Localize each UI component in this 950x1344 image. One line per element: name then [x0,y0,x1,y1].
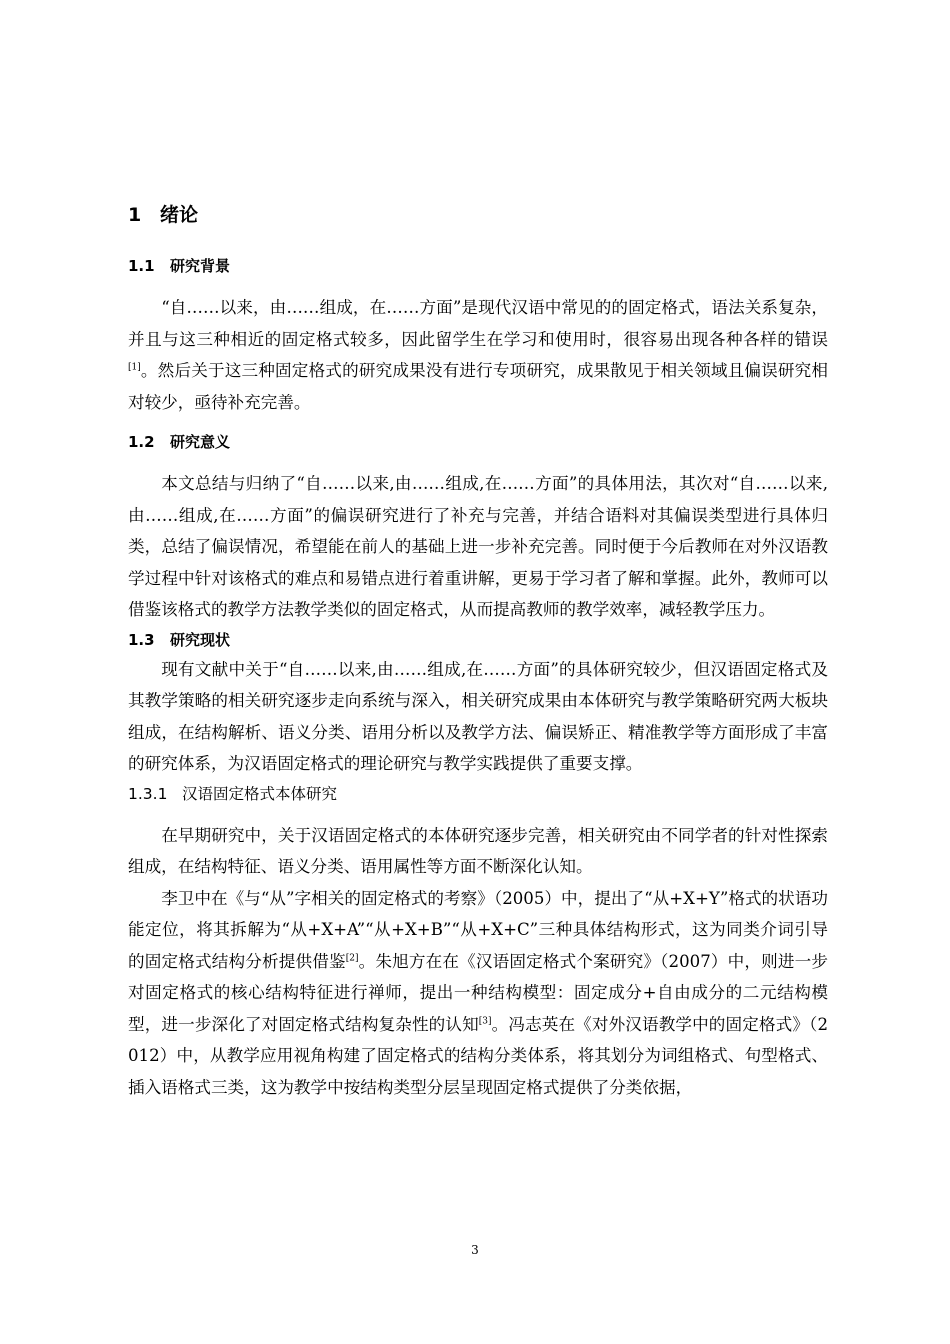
section-number: 1.2 [128,433,155,451]
section-title: 研究意义 [170,433,231,451]
citation-ref-3: [3] [478,1015,492,1026]
paragraph-text: 。朱旭方在在《汉语固定格式个案研究》（2007）中，则进一步对固定格式的核心结构特征进行禅师，提出一种结构模型：固定成分+自由成分的二元结构模型，进一步深化了对固定格式结构复杂性的认知 [128,951,828,1034]
page-number: 3 [471,1243,479,1257]
section-title: 研究背景 [170,257,231,275]
paragraph-literature-review [128,883,828,1104]
document-body [128,200,828,1103]
section-heading-1-1 [128,254,828,278]
section-number: 1.1 [128,257,155,275]
paragraph-research-significance: 本文总结与归纳了“自……以来,由……组成,在……方面”的具体用法，其次对“自……以来,由……组成,在……方面”的偏误研究进行了补充与完善，并结合语料对其偏误类型进行具体归类，总结了偏误情况，希望能在前人的基础上进一步补充完善。同时便于今后教师在对外汉语教学过程中针对该格式的难点和易错点进行着重讲解，更易于学习者了解和掌握。此外，教师可以借鉴该格式的教学方法教学类似的固定格式，从而提高教师的教学效率，减轻教学压力。 [128,474,828,619]
citation-ref-1: [1] [128,362,141,373]
paragraph-text: 。然后关于这三种固定格式的研究成果没有进行专项研究，成果散见于相关领域且偏误研究相对较少，亟待补充完善。 [128,361,828,412]
subsection-number: 1.3.1 [128,784,168,803]
chapter-heading [128,200,828,230]
chapter-number: 1 [128,204,142,226]
section-heading-1-3 [128,628,828,652]
subsection-title: 汉语固定格式本体研究 [182,784,338,803]
paragraph-text: 。冯志英在《对外汉语教学中的固定格式》（2012）中，从教学应用视角构建了固定格式的结构分类体系，将其划分为词组格式、句型格式、插入语格式三类，这为教学中按结构类型分层呈现固定格式提供了分类依据， [128,1014,828,1097]
section-title: 研究现状 [170,630,231,649]
citation-ref-2: [2] [345,952,359,963]
paragraph-ontology-intro: 在早期研究中，关于汉语固定格式的本体研究逐步完善，相关研究由不同学者的针对性探索组成，在结构特征、语义分类、语用属性等方面不断深化认知。 [128,825,828,876]
paragraph-text: “自……以来，由……组成，在……方面”是现代汉语中常见的的固定格式，语法关系复杂，并且与这三种相近的固定格式较多，因此留学生在学习和使用时，很容易出现各种各样的错误 [128,298,828,349]
paragraph-research-status: 现有文献中关于“自……以来,由……组成,在……方面”的具体研究较少，但汉语固定格式及其教学策略的相关研究逐步走向系统与深入，相关研究成果由本体研究与教学策略研究两大板块组成，在结构解析、语义分类、语用分析以及教学方法、偏误矫正、精准教学等方面形成了丰富的研究体系，为汉语固定格式的理论研究与教学实践提供了重要支撑。 [128,659,828,773]
section-number: 1.3 [128,630,155,649]
subsection-heading-1-3-1 [128,782,828,806]
paragraph-research-background [128,292,828,418]
paragraph-text: 李卫中在《与“从”字相关的固定格式的考察》（2005）中，提出了“从+X+Y”格式的状语功能定位，将其拆解为“从+X+A”“从+X+B”“从+X+C”三种具体结构形式，这为同类介词引导的固定格式结构分析提供借鉴 [128,888,828,971]
section-heading-1-2 [128,430,828,454]
chapter-title: 绪论 [160,204,199,226]
